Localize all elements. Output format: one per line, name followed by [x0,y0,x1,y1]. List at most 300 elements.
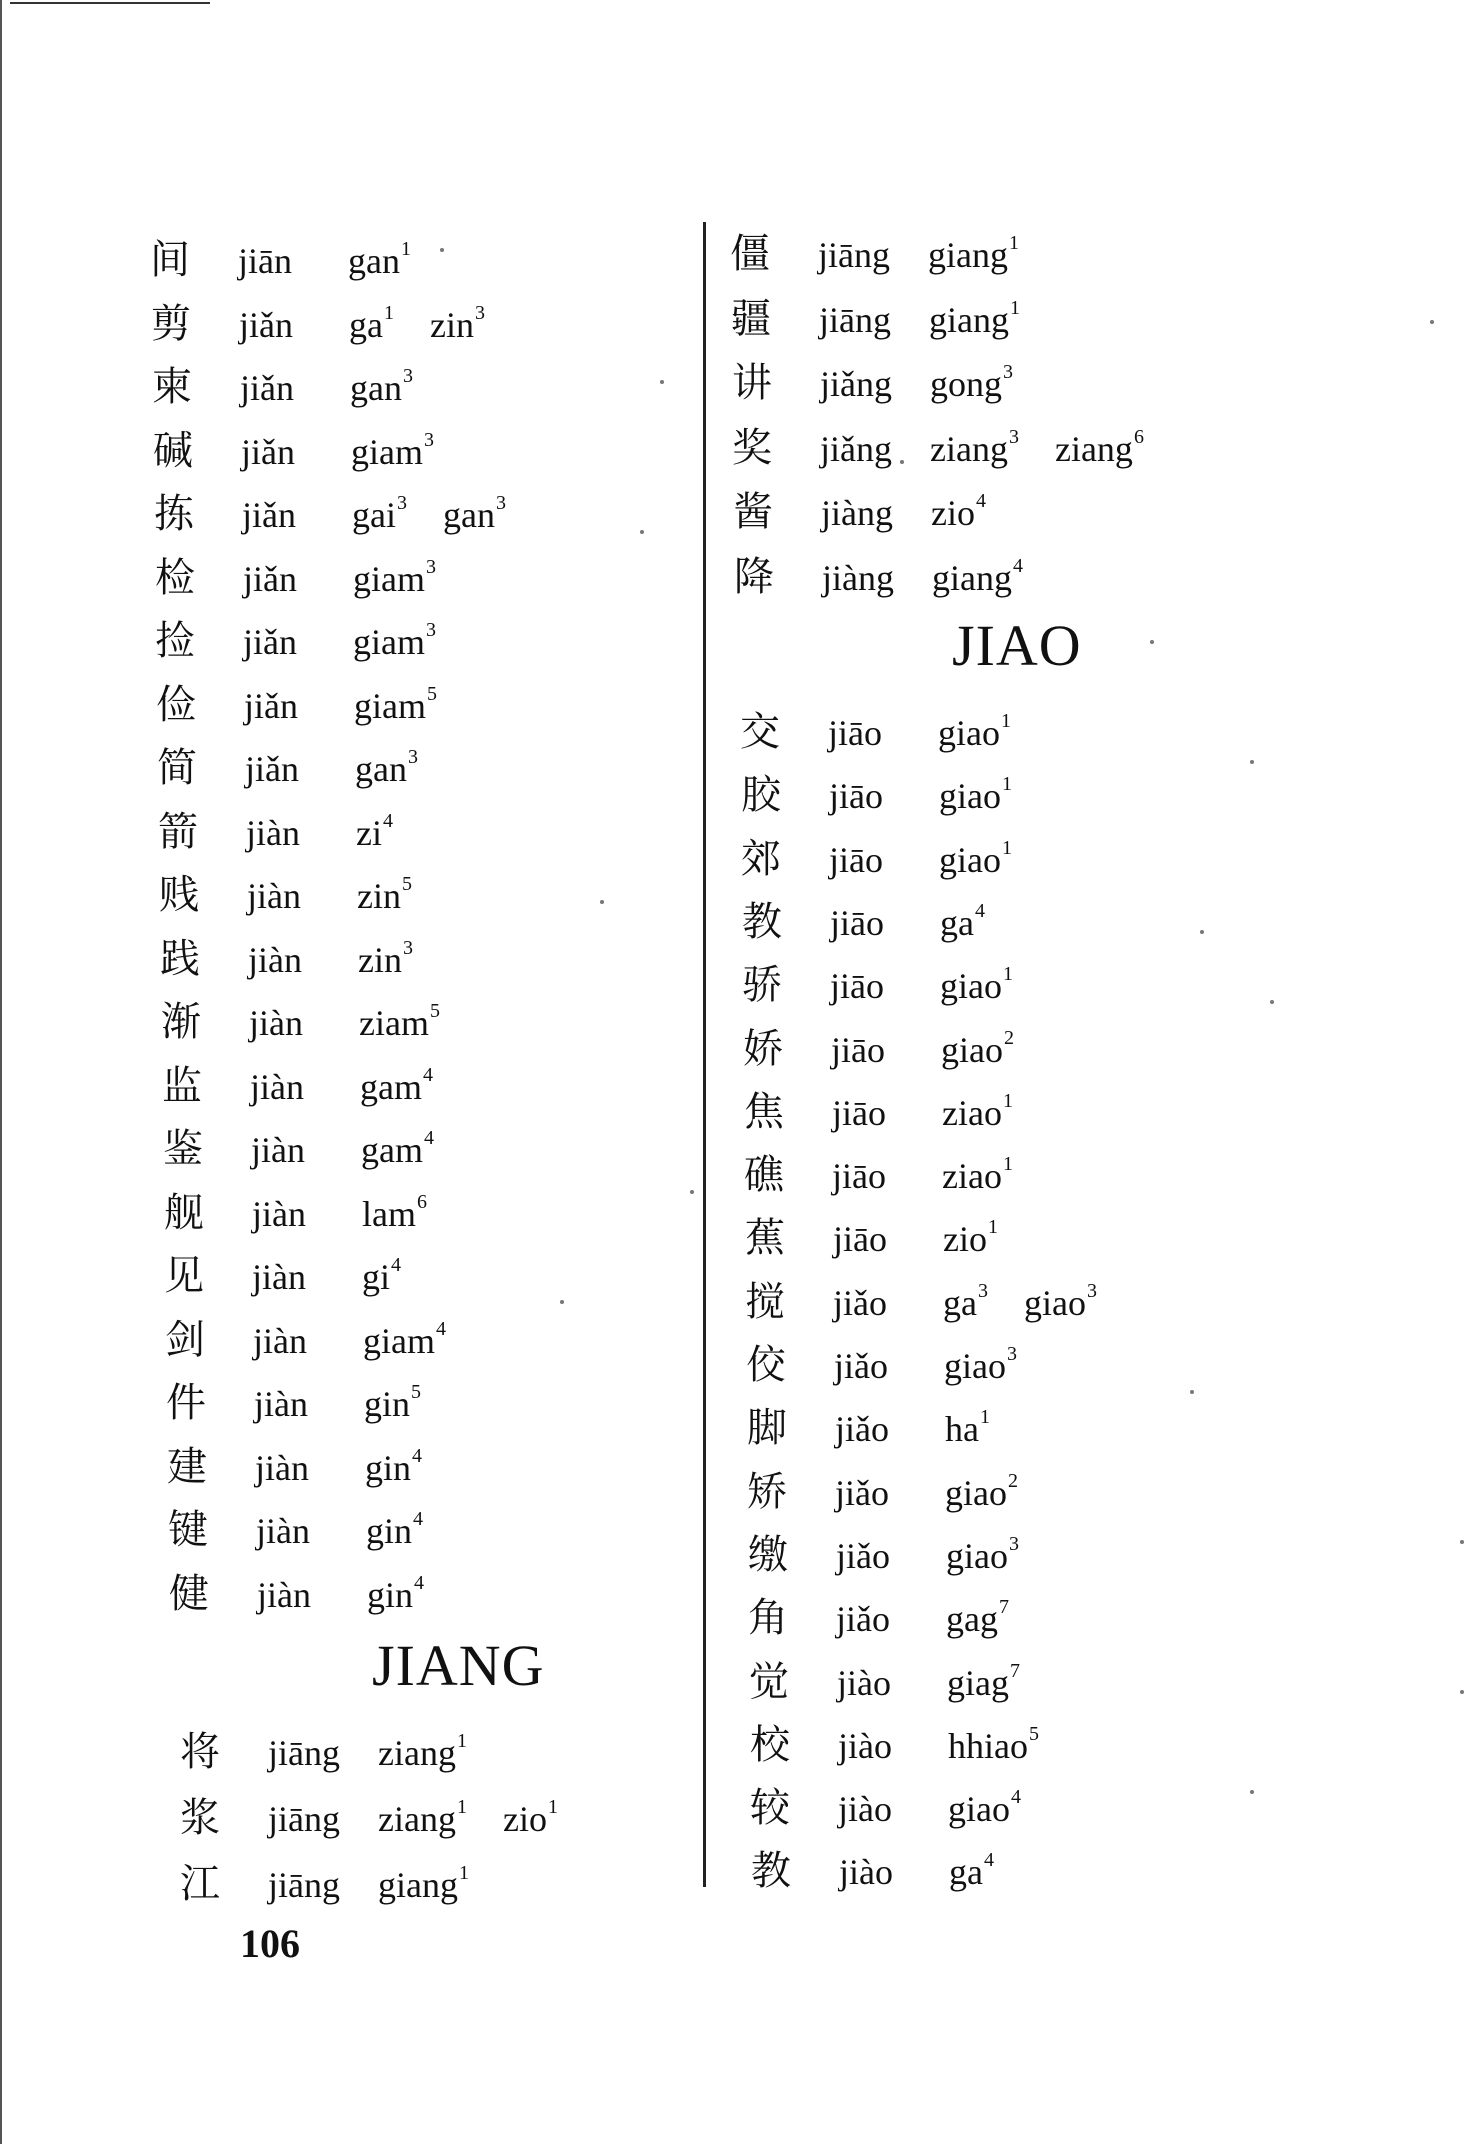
entry-readings [946,1596,1009,1640]
entry-character: 鉴 [163,1126,203,1172]
entry-pinyin: jiāo [830,902,884,943]
entry-character: 见 [164,1253,204,1299]
reading-tone: 4 [1010,1786,1021,1809]
reading-syllable: giao [940,966,1002,1007]
dialect-reading [352,492,407,536]
reading-tone: 1 [458,1862,469,1884]
reading-syllable: giang [928,235,1008,275]
dictionary-entry [151,292,485,356]
dictionary-entry [741,827,1012,891]
dictionary-entry [153,419,434,483]
entry-character: 箭 [158,808,198,855]
reading-tone: 5 [429,1000,440,1022]
entry-readings [378,1862,469,1906]
reading-tone: 3 [474,301,485,324]
reading-tone: 2 [1003,1026,1014,1049]
reading-tone: 3 [425,619,436,641]
reading-syllable: ziao [942,1156,1002,1197]
dictionary-entry [731,287,1020,351]
entry-pinyin: jiǎng [820,364,892,404]
dialect-reading [361,1127,434,1171]
reading-tone: 4 [413,1508,424,1530]
entry-character: 酱 [733,489,773,535]
entry-pinyin: jiāng [819,299,891,340]
dialect-reading [940,963,1013,1007]
entry-character: 剪 [151,300,191,347]
dialect-reading [356,810,393,854]
reading-tone: 6 [416,1190,427,1213]
entry-character: 键 [168,1507,208,1553]
entry-pinyin: jiǎn [244,685,298,726]
entry-pinyin: jiàn [255,1447,309,1488]
reading-tone: 5 [426,682,437,705]
reading-tone: 1 [1001,773,1012,796]
reading-tone: 4 [435,1317,446,1340]
reading-tone: 1 [1002,1089,1013,1112]
reading-syllable: giao [938,713,1000,753]
scan-speck [440,248,444,252]
reading-tone: 1 [1008,232,1019,254]
reading-tone: 4 [975,490,986,512]
dictionary-entry [160,927,413,991]
reading-tone: 3 [1008,425,1019,448]
scan-speck [1200,930,1204,934]
reading-syllable: gin [366,1511,413,1551]
dialect-reading [932,555,1023,599]
dictionary-entry [167,1435,422,1499]
dialect-reading [378,1730,467,1774]
entry-readings [948,1723,1039,1767]
dialect-reading [948,1786,1021,1830]
entry-character: 较 [750,1785,790,1832]
entry-readings [943,1216,998,1260]
entry-character: 搅 [745,1278,785,1325]
entry-readings [932,555,1023,599]
dialect-reading [363,1318,446,1362]
reading-syllable: gin [367,1574,414,1615]
dictionary-entry [155,609,436,673]
reading-syllable: giang [929,299,1009,340]
entry-readings [945,1406,990,1450]
dialect-reading [943,1280,988,1324]
entry-pinyin: jiàn [253,1320,307,1361]
reading-tone: 1 [1009,296,1020,319]
dictionary-entry [155,546,436,610]
dialect-reading [365,1445,422,1489]
reading-syllable: gi [362,1257,391,1297]
dialect-reading [362,1254,401,1298]
dictionary-entry [157,736,418,800]
dictionary-entry [730,222,1019,286]
entry-pinyin: jiàn [250,1066,304,1107]
entry-pinyin: jiǎo [836,1535,890,1576]
reading-syllable: zio [502,1799,547,1839]
dictionary-entry [734,545,1023,609]
dictionary-entry [159,863,412,927]
reading-tone: 3 [1003,361,1013,383]
entry-pinyin: jiàn [247,876,301,916]
entry-character: 角 [748,1595,788,1642]
entry-pinyin: jiāng [268,1733,340,1773]
entry-character: 骄 [742,962,782,1009]
entry-readings [367,1572,424,1616]
entry-character: 贱 [159,872,199,918]
entry-pinyin: jiàn [246,812,300,853]
dictionary-entry [740,700,1011,764]
dialect-reading [430,302,485,346]
entry-readings [353,556,436,600]
dictionary-entry [169,1562,424,1626]
page-edge [0,0,2,2144]
reading-syllable: gong [930,364,1002,404]
dialect-reading [946,1596,1009,1640]
entry-pinyin: jiāo [833,1219,887,1260]
dialect-reading [360,1064,433,1108]
reading-tone: 4 [382,809,393,832]
entry-character: 佼 [746,1342,786,1388]
entry-readings [938,710,1011,754]
reading-syllable: giam [363,1320,435,1361]
scan-speck [1270,1000,1274,1004]
entry-readings [348,238,411,282]
dictionary-entry [748,1523,1019,1587]
dialect-reading [503,1796,558,1840]
entry-character: 焦 [744,1088,784,1135]
dialect-reading [944,1343,1017,1387]
reading-tone: 3 [1006,1343,1017,1365]
dialect-reading [942,1090,1013,1134]
scan-speck [1460,1540,1464,1544]
entry-pinyin: jiàn [251,1130,305,1170]
reading-syllable: giam [353,622,425,662]
entry-pinyin: jiāo [830,966,884,1007]
reading-tone: 1 [987,1216,998,1239]
scan-speck [640,530,644,534]
entry-character: 交 [740,709,780,755]
dialect-reading [943,1216,998,1260]
entry-pinyin: jiāo [829,839,883,880]
entry-pinyin: jiǎo [835,1472,889,1513]
page-number: 106 [240,1921,300,1966]
reading-tone: 3 [423,428,434,451]
reading-syllable: giao [948,1789,1010,1830]
reading-tone: 4 [414,1571,425,1594]
entry-pinyin: jiāng [268,1799,340,1839]
reading-tone: 1 [1001,836,1012,859]
dialect-reading [939,837,1012,881]
reading-syllable: giao [939,776,1001,817]
section-heading: JIAO [952,613,1082,678]
reading-syllable: zin [358,939,402,980]
entry-pinyin: jiǎn [239,304,293,345]
entry-character: 践 [160,935,200,982]
dialect-reading [949,1849,994,1893]
reading-syllable: giam [354,685,426,726]
dictionary-entry [168,1498,423,1562]
entry-readings [949,1849,994,1893]
reading-tone: 3 [977,1279,988,1302]
reading-syllable: zio [931,493,975,533]
scan-speck [900,460,904,464]
reading-tone: 5 [1028,1722,1039,1745]
reading-tone: 1 [1002,963,1013,986]
reading-syllable: ha [945,1409,979,1450]
dictionary-entry [150,228,411,292]
dictionary-entry [156,673,437,737]
entry-readings [362,1191,427,1235]
dialect-reading [359,1000,440,1044]
reading-syllable: giao [1023,1282,1086,1323]
dialect-reading [946,1533,1019,1577]
entry-readings [929,297,1020,341]
entry-pinyin: jiàn [252,1257,306,1297]
entry-pinyin: jiǎn [242,495,296,535]
entry-readings [350,365,413,409]
dictionary-entry [750,1713,1039,1777]
entry-character: 江 [180,1861,220,1907]
dialect-reading [942,1153,1013,1197]
reading-tone: 1 [456,1796,467,1818]
dialect-reading [929,297,1020,341]
entry-pinyin: jiān [238,241,292,281]
top-rule [10,2,210,4]
dialect-reading [945,1470,1018,1514]
entry-readings [361,1127,434,1171]
dictionary-entry [164,1244,401,1308]
reading-syllable: giang [378,1865,458,1905]
entry-character: 健 [169,1570,209,1617]
scan-speck [1150,640,1154,644]
reading-tone: 2 [1007,1469,1018,1492]
dictionary-entry [751,1839,994,1903]
entry-readings [943,1280,1097,1324]
reading-syllable: gag [946,1599,998,1640]
entry-character: 舰 [164,1189,204,1236]
entry-character: 脚 [747,1405,787,1452]
dictionary-entry [158,800,393,864]
reading-syllable: ziang [1054,428,1133,469]
entry-character: 件 [166,1380,206,1426]
entry-pinyin: jiǎo [834,1346,888,1386]
entry-readings [360,1064,433,1108]
entry-character: 觉 [749,1658,789,1705]
entry-readings [352,492,506,536]
entry-readings [944,1343,1017,1387]
entry-readings [948,1786,1021,1830]
entry-character: 碱 [153,427,193,474]
reading-syllable: hhiao [948,1725,1028,1766]
entry-readings [362,1254,401,1298]
dictionary-entry [180,1852,469,1916]
reading-syllable: lam [362,1193,416,1234]
entry-character: 简 [157,745,197,791]
reading-syllable: giang [932,557,1012,598]
entry-character: 缴 [748,1531,788,1578]
dictionary-entry [733,480,986,544]
reading-syllable: gam [361,1130,423,1170]
dictionary-entry [750,1776,1021,1840]
dialect-reading [354,683,437,727]
entry-pinyin: jiǎn [243,558,297,599]
reading-syllable: giao [944,1346,1006,1386]
reading-syllable: ziang [378,1799,456,1839]
entry-readings [947,1660,1020,1704]
entry-readings [942,1090,1013,1134]
dictionary-entry [166,1371,421,1435]
reading-tone: 4 [983,1849,994,1872]
scan-speck [1250,760,1254,764]
reading-tone: 7 [1009,1659,1020,1682]
dictionary-entry [742,890,985,954]
reading-tone: 1 [456,1730,467,1752]
entry-readings [378,1730,467,1774]
entry-readings [941,1027,1014,1071]
dictionary-entry [180,1720,467,1784]
dialect-reading [1024,1280,1097,1324]
entry-readings [359,1000,440,1044]
reading-syllable: ziao [942,1092,1002,1133]
dictionary-entry [744,1080,1013,1144]
entry-readings [930,426,1144,470]
reading-tone: 5 [411,1381,422,1403]
entry-pinyin: jiāng [268,1865,340,1905]
reading-syllable: zin [357,876,401,916]
dialect-reading [350,365,413,409]
scan-speck [690,1190,694,1194]
entry-pinyin: jiǎo [833,1282,887,1323]
entry-readings [940,963,1013,1007]
entry-character: 矫 [747,1468,787,1515]
dialect-reading [358,937,413,981]
entry-readings [928,232,1019,276]
reading-tone: 4 [422,1063,433,1086]
reading-syllable: giao [941,1029,1003,1070]
dictionary-entry [747,1396,990,1460]
entry-character: 教 [751,1848,791,1895]
entry-readings [930,361,1013,405]
entry-pinyin: jiàn [254,1384,308,1424]
entry-readings [363,1318,446,1362]
dictionary-entry [745,1206,998,1270]
dialect-reading [939,773,1012,817]
reading-tone: 5 [401,873,412,895]
dictionary-entry [164,1181,427,1245]
dictionary-entry [163,1117,434,1181]
entry-pinyin: jiǎn [245,749,299,789]
entry-pinyin: jiàn [249,1003,303,1043]
reading-syllable: giam [351,431,423,472]
scan-speck [1250,1790,1254,1794]
reading-syllable: giao [939,839,1001,880]
entry-pinyin: jiǎn [240,368,294,408]
entry-character: 胶 [741,772,781,819]
dictionary-entry [732,351,1013,415]
dictionary-entry [745,1270,1097,1334]
reading-tone: 3 [495,492,506,514]
entry-readings [365,1445,422,1489]
entry-readings [351,429,434,473]
reading-syllable: gan [348,241,400,281]
reading-tone: 3 [402,365,413,387]
dictionary-entry [180,1786,558,1850]
entry-character: 疆 [731,295,771,342]
section-heading: JIANG [372,1633,545,1698]
reading-syllable: ga [943,1282,977,1323]
reading-syllable: ga [349,304,383,345]
reading-syllable: ziam [359,1003,429,1043]
dialect-reading [349,302,394,346]
dialect-reading [930,361,1013,405]
dialect-reading [364,1381,421,1425]
dialect-reading [1055,426,1144,470]
reading-tone: 1 [383,301,394,324]
entry-readings [353,619,436,663]
entry-character: 蕉 [745,1215,785,1262]
reading-tone: 1 [400,238,411,260]
entry-character: 监 [162,1062,202,1109]
entry-readings [939,773,1012,817]
reading-syllable: giao [945,1472,1007,1513]
reading-syllable: giag [947,1662,1009,1703]
scan-speck [560,1300,564,1304]
dialect-reading [348,238,411,282]
entry-pinyin: jiào [839,1852,893,1893]
dialect-reading [366,1508,423,1552]
scan-speck [1430,320,1434,324]
dictionary-entry [162,1054,433,1118]
reading-syllable: zi [356,812,382,853]
reading-syllable: ga [949,1852,983,1893]
dialect-reading [353,619,436,663]
entry-readings [946,1533,1019,1577]
column-divider [703,222,706,1887]
dictionary-entry [742,953,1013,1017]
dialect-reading [938,710,1011,754]
entry-character: 剑 [165,1316,205,1363]
scan-speck [660,380,664,384]
entry-character: 间 [150,237,190,283]
dictionary-entry [154,482,506,546]
dictionary-entry [743,1017,1014,1081]
reading-tone: 1 [979,1406,990,1429]
dictionary-entry [746,1333,1017,1397]
entry-character: 教 [742,898,782,945]
reading-tone: 4 [412,1444,423,1467]
entry-character: 俭 [156,681,196,728]
entry-pinyin: jiāo [828,713,882,753]
dialect-reading [930,426,1019,470]
entry-pinyin: jiāo [831,1029,885,1070]
entry-pinyin: jiǎng [820,428,892,469]
entry-pinyin: jiǎo [835,1409,889,1450]
entry-pinyin: jiǎn [241,431,295,472]
dialect-reading [928,232,1019,276]
entry-pinyin: jiàn [257,1574,311,1615]
reading-tone: 1 [547,1796,558,1818]
entry-character: 检 [155,554,195,601]
entry-pinyin: jiāo [832,1156,886,1197]
entry-character: 捡 [155,618,195,664]
reading-tone: 1 [1002,1153,1013,1176]
reading-syllable: ga [940,902,974,943]
dictionary-entry [741,763,1012,827]
entry-readings [366,1508,423,1552]
dialect-reading [945,1406,990,1450]
dialect-reading [353,556,436,600]
reading-syllable: zio [943,1219,987,1260]
dialect-reading [351,429,434,473]
entry-pinyin: jiào [837,1662,891,1703]
